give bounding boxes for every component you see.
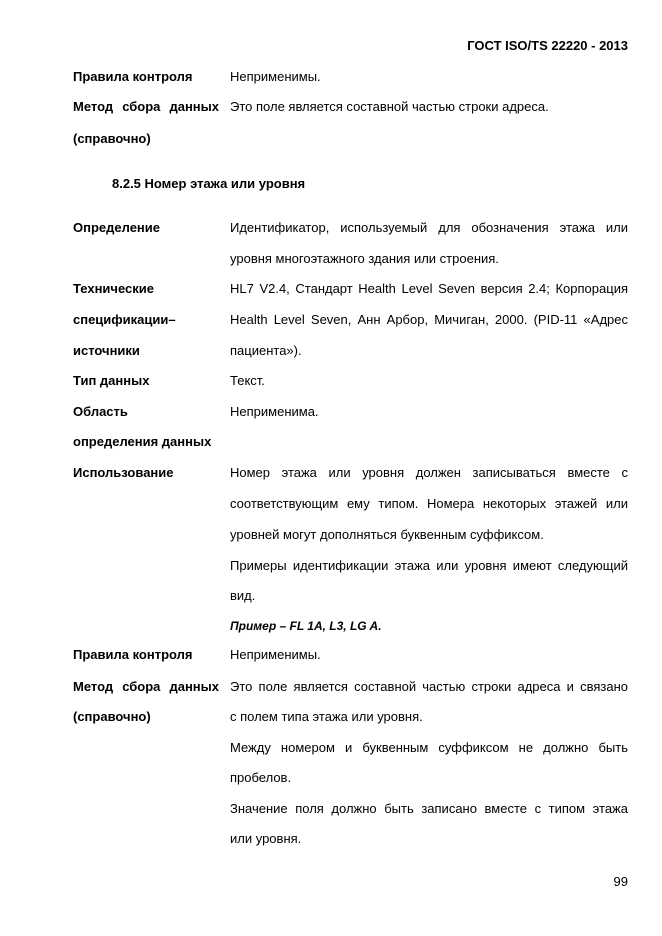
tech-spec-label-1: Технические: [73, 281, 154, 296]
collection-method-value: Это поле является составной частью строки адреса.: [230, 99, 549, 114]
control-rules-value-2: Неприменимы.: [230, 647, 321, 662]
datatype-label: Тип данных: [73, 373, 150, 388]
collection-method-word-2b: сбора: [122, 679, 161, 694]
tech-spec-line-1: HL7 V2.4, Стандарт Health Level Seven версия 2.4; Корпорация: [230, 281, 628, 296]
page-number: 99: [613, 874, 628, 889]
usage-line-5: вид.: [230, 588, 256, 603]
collection-method-label-b2: (справочно): [73, 709, 151, 724]
collection-method-word-1b: Метод: [73, 679, 114, 694]
collection-method-label-b: [73, 679, 219, 694]
usage-line-4: Примеры идентификации этажа или уровня имеют следующий: [230, 558, 628, 573]
usage-example: Пример – FL 1A, L3, LG A.: [230, 619, 382, 633]
collection-method-word-1: Метод: [73, 99, 114, 114]
section-title: 8.2.5 Номер этажа или уровня: [112, 176, 306, 191]
usage-line-3: уровней могут дополняться буквенным суффиксом.: [230, 527, 544, 542]
method-line-4: пробелов.: [230, 770, 292, 785]
document-header: ГОСТ ISO/TS 22220 - 2013: [467, 38, 628, 53]
collection-method-label-2: (справочно): [73, 131, 151, 146]
domain-value: Неприменима.: [230, 404, 319, 419]
usage-line-1: Номер этажа или уровня должен записываться вместе с: [230, 465, 628, 480]
tech-spec-label-2: спецификации–: [73, 312, 176, 327]
definition-line-1: Идентификатор, используемый для обозначения этажа или: [230, 220, 628, 235]
method-line-5: Значение поля должно быть записано вместе с типом этажа: [230, 801, 628, 816]
control-rules-label: Правила контроля: [73, 69, 193, 84]
control-rules-value: Неприменимы.: [230, 69, 321, 84]
tech-spec-line-2: Health Level Seven, Анн Арбор, Мичиган, 2000. (PID-11 «Адрес: [230, 312, 628, 327]
method-line-6: или уровня.: [230, 831, 302, 846]
method-line-2: с полем типа этажа или уровня.: [230, 709, 423, 724]
datatype-value: Текст.: [230, 373, 265, 388]
usage-label: Использование: [73, 465, 174, 480]
definition-line-2: уровня многоэтажного здания или строения.: [230, 251, 499, 266]
usage-line-2: соответствующим ему типом. Номера некоторых этажей или: [230, 496, 628, 511]
collection-method-label: [73, 99, 219, 114]
domain-label-1: Область: [73, 404, 128, 419]
domain-label-2: определения данных: [73, 434, 212, 449]
collection-method-word-2: сбора: [122, 99, 161, 114]
definition-label: Определение: [73, 220, 161, 235]
control-rules-label-2: Правила контроля: [73, 647, 193, 662]
method-line-1: Это поле является составной частью строки адреса и связано: [230, 679, 628, 694]
tech-spec-line-3: пациента»).: [230, 343, 302, 358]
collection-method-word-3: данных: [169, 99, 219, 114]
collection-method-word-3b: данных: [169, 679, 219, 694]
method-line-3: Между номером и буквенным суффиксом не должно быть: [230, 740, 628, 755]
tech-spec-label-3: источники: [73, 343, 140, 358]
